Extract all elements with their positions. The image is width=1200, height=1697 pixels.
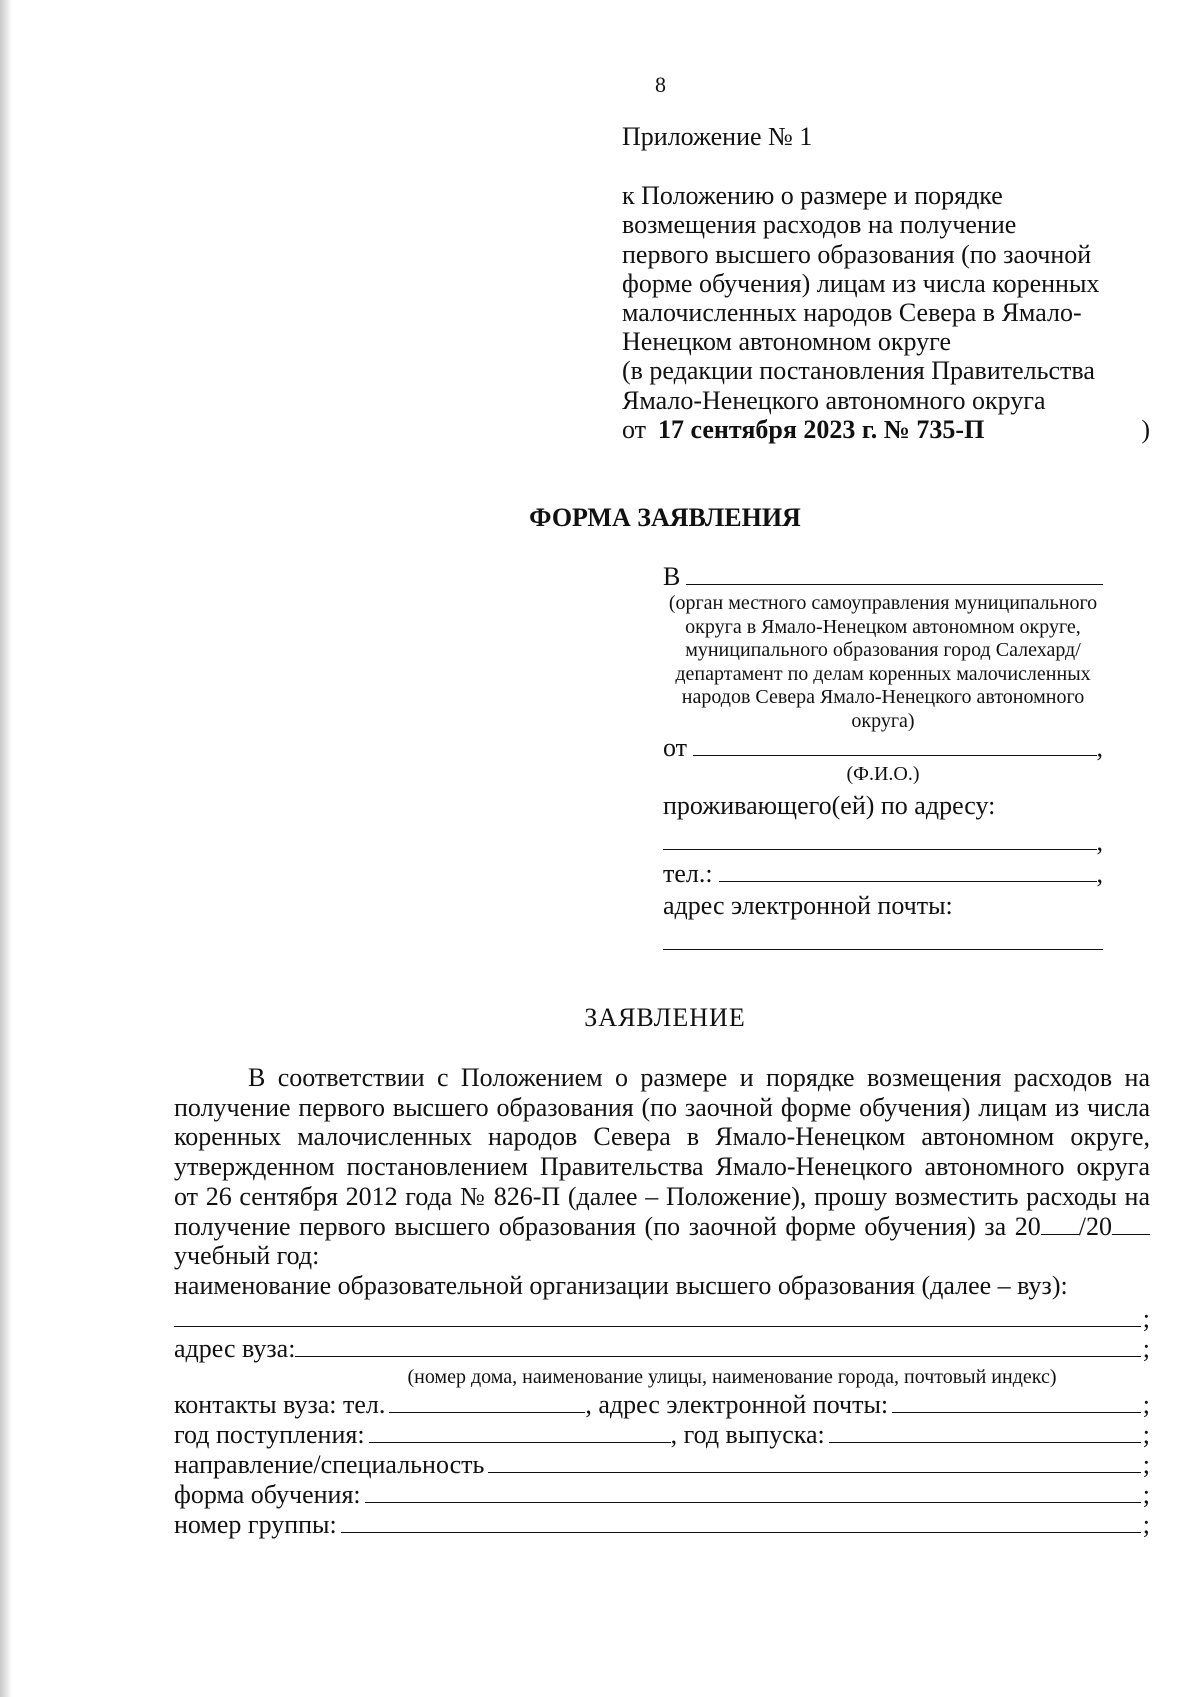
university-name-row: [174, 1304, 1150, 1334]
year-end-field[interactable]: [1112, 1214, 1150, 1235]
specialty-label: направление/специальность: [174, 1450, 485, 1479]
semicolon: ;: [1142, 1480, 1150, 1509]
contacts-phone-field[interactable]: [389, 1392, 585, 1413]
email-row: [663, 927, 1103, 950]
contacts-label: контакты вуза: тел.: [174, 1390, 386, 1419]
to-label: В: [663, 562, 681, 591]
comma: ,: [1096, 826, 1103, 856]
to-caption: (орган местного самоуправления муниципального округа в Ямало-Ненецком автономном округе, муниципального образования город Салехард/департамент по делам коренных малочисленных народов Севера Ямало-Ненецкого автономного округа): [668, 592, 1098, 732]
university-name-label: наименование образовательной организации высшего образования (далее – вуз):: [174, 1270, 1068, 1300]
years-row: [174, 1420, 1150, 1450]
page-number: 8: [655, 72, 666, 97]
specialty-row: [174, 1450, 1150, 1480]
edition-line: [622, 415, 1162, 444]
statement-title: ЗАЯВЛЕНИЕ: [584, 1003, 746, 1032]
graduation-year-label: , год выпуска:: [670, 1420, 825, 1449]
group-number-field[interactable]: [341, 1512, 1141, 1533]
phone-row: [663, 859, 1103, 889]
university-name-field[interactable]: [174, 1306, 1141, 1327]
edition-close: ): [1141, 414, 1150, 444]
address-row: [663, 827, 1103, 857]
semicolon: ;: [1142, 1334, 1150, 1363]
email-label: адрес электронной почты:: [663, 890, 953, 920]
group-number-label: номер группы:: [174, 1510, 337, 1539]
university-address-field[interactable]: [295, 1336, 1140, 1357]
admission-year-label: год поступления:: [174, 1420, 365, 1449]
email-field[interactable]: [663, 927, 1103, 950]
fio-field[interactable]: [693, 733, 1096, 756]
address-label: проживающего(ей) по адресу:: [663, 790, 996, 820]
specialty-field[interactable]: [488, 1452, 1140, 1473]
appendix-title: Приложение № 1: [622, 122, 813, 151]
statement-paragraph: [174, 1063, 1150, 1271]
semicolon: ;: [1142, 1390, 1150, 1419]
fio-caption: (Ф.И.О.): [846, 763, 920, 785]
graduation-year-field[interactable]: [829, 1422, 1141, 1443]
addressee-block: [663, 562, 1103, 950]
address-field[interactable]: [663, 827, 1097, 850]
to-row: [663, 562, 1103, 592]
from-row: [663, 733, 1103, 763]
semicolon: ;: [1142, 1304, 1150, 1333]
phone-field[interactable]: [719, 859, 1097, 882]
year-suffix: учебный год:: [174, 1241, 320, 1271]
comma: ,: [1096, 733, 1103, 762]
year-separator: /20: [1078, 1211, 1112, 1241]
study-form-field[interactable]: [365, 1482, 1141, 1503]
contacts-email-label: , адрес электронной почты:: [585, 1390, 889, 1419]
appendix-basis: к Положению о размере и порядке возмещения расходов на получение первого высшего образования (по заочной форме обучения) лицам из числа коренных малочисленных народов Севера в Ямало- Ненецком автономном округе (в редакции постановления Правительства Ямало-Ненецкого автономного округа: [622, 181, 1100, 415]
admission-year-field[interactable]: [369, 1422, 671, 1443]
year-start-field[interactable]: [1041, 1214, 1079, 1235]
comma: ,: [1096, 858, 1103, 888]
fields-block: [174, 1304, 1150, 1540]
semicolon: ;: [1142, 1510, 1150, 1539]
statement-body: [174, 1063, 1150, 1301]
from-label: от: [663, 733, 688, 762]
phone-label: тел.:: [663, 858, 713, 888]
contacts-row: [174, 1390, 1150, 1420]
study-form-label: форма обучения:: [174, 1480, 361, 1509]
appendix-header: [622, 122, 1162, 444]
edition-prefix: от: [622, 414, 647, 444]
edition-date: 17 сентября 2023 г. № 735-П: [658, 414, 985, 444]
study-form-row: [174, 1480, 1150, 1510]
group-number-row: [174, 1510, 1150, 1540]
paragraph-text: В соответствии с Положением о размере и порядке возмещения расходов на получение первого высшего образования (по заочной форме обучения) лицам из числа коренных малочисленных народов Севера в Ямало-Ненецком автономном округе, утвержденном постановлением Правительства Ямало-Ненецкого автономного округа от 26 сентября 2012 года № 826-П (далее – Положение), прошу возместить расходы на получение первого высшего образования (по заочной форме обучения) за: [174, 1063, 1150, 1241]
university-address-caption: (номер дома, наименование улицы, наименование города, почтовый индекс): [407, 1366, 1057, 1388]
year-prefix: 20: [1014, 1211, 1041, 1241]
semicolon: ;: [1142, 1450, 1150, 1479]
form-title: ФОРМА ЗАЯВЛЕНИЯ: [529, 503, 801, 532]
university-address-label: адрес вуза:: [174, 1334, 296, 1363]
semicolon: ;: [1142, 1420, 1150, 1449]
page-edge-shadow: [0, 0, 12, 1697]
contacts-email-field[interactable]: [892, 1392, 1141, 1413]
to-field[interactable]: [686, 562, 1103, 585]
university-address-row: [174, 1334, 1150, 1364]
